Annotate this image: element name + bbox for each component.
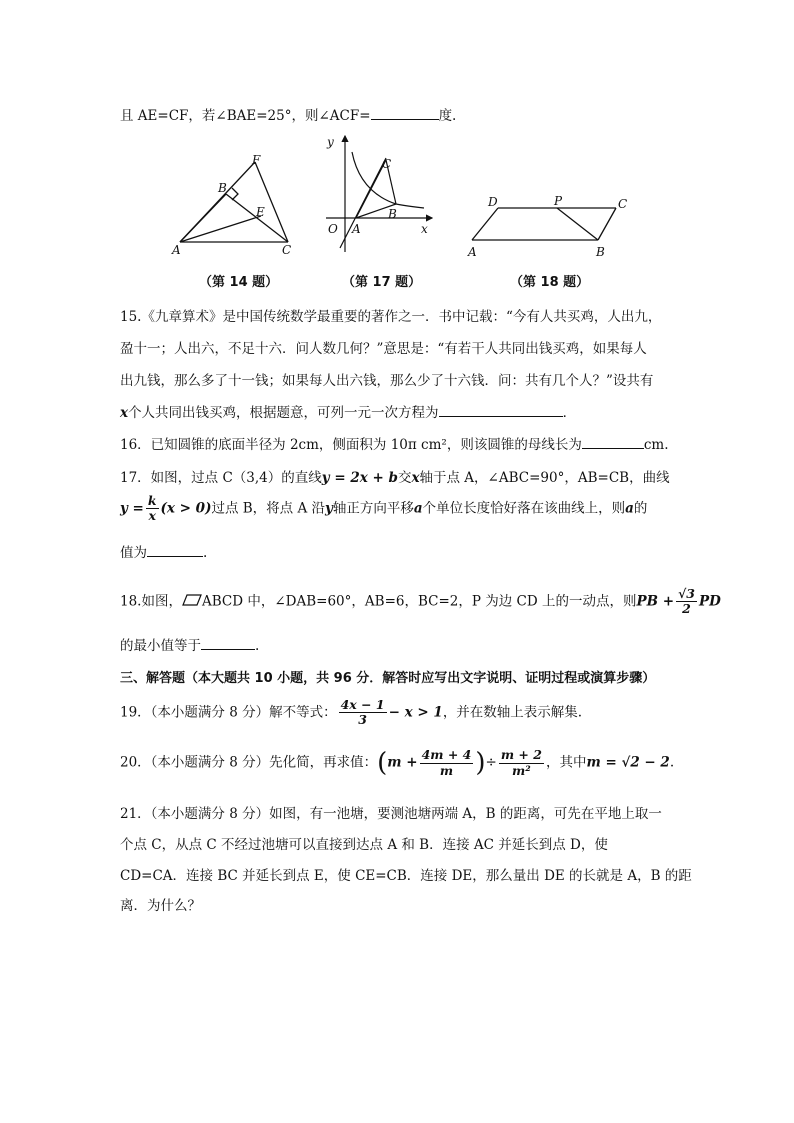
- q20-term: m +: [387, 754, 418, 771]
- fig18-caption: （第 18 题）: [510, 275, 590, 290]
- q14-tail-line: [120, 104, 456, 124]
- fig18-label-d: D: [488, 195, 498, 209]
- q20-text: 20．（本小题满分 8 分）先化简，再求值：: [120, 754, 378, 771]
- frac-denominator: m: [439, 762, 454, 778]
- q17-text: 轴正方向平移: [332, 500, 414, 517]
- fig14-label-e: E: [256, 205, 265, 219]
- fig18-label-b: B: [596, 245, 605, 259]
- answer-blank: [147, 544, 203, 557]
- q17-line-2: [120, 494, 647, 524]
- q21-line-4: 离．为什么？: [120, 898, 201, 914]
- fig14-caption: （第 14 题）: [199, 275, 279, 290]
- fig17-label-a: A: [352, 222, 361, 236]
- q17-line-3: [120, 541, 207, 561]
- q17-condition: (x > 0): [160, 500, 212, 517]
- frac-denominator: x: [148, 508, 156, 524]
- parallelogram-icon: [182, 594, 202, 606]
- frac-numerator: 4m + 4: [421, 747, 472, 763]
- q16-line: [120, 433, 668, 453]
- q17-end: .: [203, 545, 208, 561]
- answer-blank: [201, 637, 255, 650]
- q18-text: 18.如图，: [120, 593, 182, 610]
- var-a: a: [413, 500, 423, 517]
- section-heading: 三、解答题（本大题共 10 小题，共 96 分．解答时应写出文字说明、证明过程或演算步骤）: [120, 671, 656, 686]
- q18-line-2: [120, 634, 259, 654]
- fig14-label-f: F: [252, 153, 261, 167]
- frac-denominator: m²: [512, 762, 531, 778]
- fig18-label-a: A: [468, 245, 477, 259]
- q17-fraction: [146, 494, 159, 524]
- q17-text: 17．如图，过点 C（3,4）的直线: [120, 470, 322, 486]
- figure-14: [170, 150, 300, 262]
- fig17-caption: （第 17 题）: [342, 275, 422, 290]
- q19-line: [120, 698, 582, 728]
- fig17-label-o: O: [328, 222, 338, 236]
- var-y: y: [325, 500, 333, 517]
- var-a: a: [625, 500, 634, 517]
- frac-numerator: √3: [678, 586, 695, 601]
- fig17-label-c: C: [382, 157, 392, 171]
- q15-line-1: 15.《九章算术》是中国传统数学最重要的著作之一．书中记载：“今有人共买鸡，人出九，: [120, 309, 662, 325]
- q17-text: 值为: [120, 545, 147, 561]
- fig18-label-p: P: [554, 194, 563, 208]
- frac-numerator: 4x − 1: [340, 697, 385, 712]
- q14-text: 且 AE=CF，若∠BAE=25°，则∠ACF=: [120, 108, 371, 124]
- var-x: x: [120, 405, 129, 421]
- answer-blank: [371, 107, 439, 120]
- q21-line-1: 21．（本小题满分 8 分）如图，有一池塘，要测池塘两端 A，B 的距离，可先在平地上取一: [120, 806, 662, 822]
- frac-numerator: m + 2: [500, 747, 542, 763]
- q15-line-3: 出九钱，那么多了十一钱；如果每人出六钱，那么少了十六钱．问：共有几个人？”设共有: [120, 373, 654, 389]
- q17-text: 交: [397, 470, 412, 486]
- fig14-label-c: C: [282, 243, 292, 257]
- frac-denominator: 2: [682, 601, 691, 617]
- q21-line-2: 个点 C，从点 C 不经过池塘可以直接到达点 A 和 B．连接 AC 并延长到点 D，使: [120, 837, 608, 853]
- q19-text: 19．（本小题满分 8 分）解不等式：: [120, 704, 337, 721]
- q15-line-4: [120, 401, 576, 421]
- fig17-label-x: x: [421, 222, 428, 236]
- q20-fraction-2: [499, 748, 544, 778]
- fig14-label-a: A: [172, 243, 181, 257]
- paren-open: (: [377, 748, 388, 778]
- divide-sign: ÷: [485, 754, 497, 771]
- fig17-label-y: y: [327, 135, 334, 149]
- q17-text: 个单位长度恰好落在该曲线上，则: [422, 500, 626, 517]
- q17-text: 过点 B，将点 A 沿: [211, 500, 326, 517]
- q17-curve-y: y =: [120, 500, 144, 517]
- q19-text: ，并在数轴上表示解集.: [442, 704, 583, 721]
- q15-line-2: 盈十一；人出六，不足十六．问人数几何？”意思是：“有若干人共同出钱买鸡，如果每人: [120, 341, 647, 357]
- answer-blank: [582, 436, 644, 449]
- q18-fraction: [676, 587, 697, 617]
- q17-text: 的: [633, 500, 648, 517]
- q18-text: ABCD 中，∠DAB=60°，AB=6，BC=2，P 为边 CD 上的一动点，则: [201, 593, 637, 610]
- q20-end: .: [669, 754, 675, 771]
- q18-expr-pd: PD: [698, 593, 721, 610]
- q15-text: 个人共同出钱买鸡，根据题意，可列一元一次方程为: [128, 405, 439, 421]
- var-x: x: [411, 470, 420, 486]
- q20-fraction-1: [420, 748, 474, 778]
- q17-text: 轴于点 A，∠ABC=90°，AB=CB，曲线: [419, 470, 670, 486]
- q19-fraction: [339, 698, 387, 728]
- q16-unit: cm.: [643, 437, 669, 453]
- q17-line-equation: y = 2x + b: [321, 470, 398, 486]
- q17-line-1: [120, 466, 670, 486]
- q15-end: ．: [562, 405, 577, 421]
- frac-numerator: k: [147, 493, 157, 508]
- figure-18: [462, 192, 638, 264]
- q20-line: [120, 748, 674, 778]
- q14-unit: 度.: [438, 108, 457, 124]
- q19-inequality: − x > 1: [388, 704, 443, 721]
- paren-close: ): [475, 748, 486, 778]
- figure-17: [320, 130, 436, 262]
- q18-expr-pb: PB +: [636, 593, 675, 610]
- fig18-label-c: C: [618, 197, 628, 211]
- q18-line-1: [120, 587, 721, 617]
- q20-condition: m = √2 − 2: [586, 754, 670, 771]
- answer-blank: [439, 404, 563, 417]
- q21-line-3: CD=CA．连接 BC 并延长到点 E，使 CE=CB．连接 DE，那么量出 DE 的长就是 A，B 的距: [120, 868, 692, 884]
- frac-denominator: 3: [358, 712, 367, 728]
- q16-text: 16．已知圆锥的底面半径为 2cm，侧面积为 10π cm²，则该圆锥的母线长为: [120, 437, 582, 453]
- fig17-label-b: B: [388, 207, 397, 221]
- fig14-label-b: B: [218, 181, 227, 195]
- q18-text: 的最小值等于: [120, 638, 201, 654]
- q20-text: ，其中: [545, 754, 587, 771]
- q18-end: .: [255, 638, 260, 654]
